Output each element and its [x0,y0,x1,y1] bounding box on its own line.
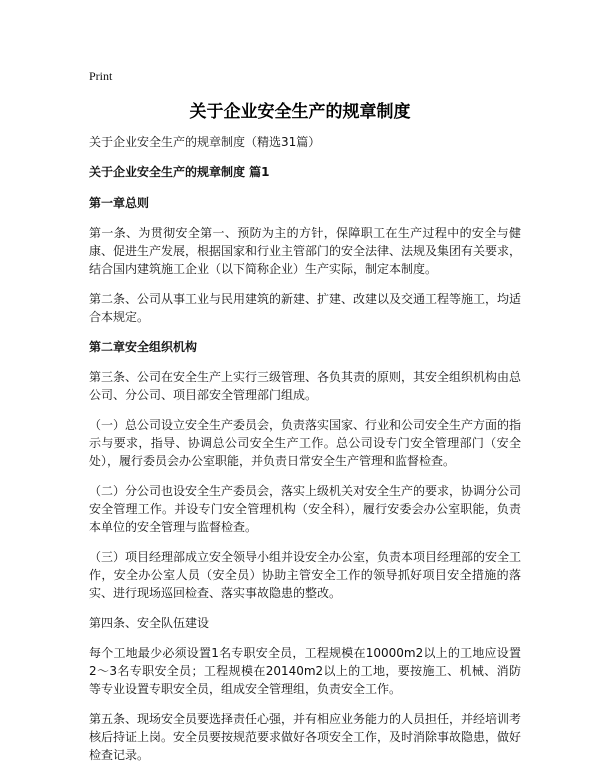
print-link[interactable]: Print [89,69,113,83]
section-heading: 关于企业安全生产的规章制度 篇1 [89,165,270,179]
article-3-item-1: （一）总公司设立安全生产委员会，负责落实国家、行业和公司安全生产方面的指示与要求，指导、协调总公司安全生产工作。总公司设专门安全管理部门（安全处），履行委员会办公室职能，并负责日常安全生产管理和监督检查。 [89,418,522,468]
article-3-item-3: （三）项目经理部成立安全领导小组并设安全办公室，负责本项目经理部的安全工作，安全办公室人员（安全员）协助主管安全工作的领导抓好项目安全措施的落实、进行现场巡回检查、落实事故隐患的整改。 [89,550,522,600]
article-3-item-2: （二）分公司也设安全生产委员会，落实上级机关对安全生产的要求，协调分公司安全管理工作。并设专门安全管理机构（安全科），履行安委会办公室职能，负责本单位的安全管理与监督检查。 [89,484,522,534]
chapter-heading-1: 第一章总则 [89,196,150,210]
document-body [89,133,521,776]
article-4-title: 第四条、安全队伍建设 [89,616,210,630]
article-5: 第五条、现场安全员要选择责任心强，并有相应业务能力的人员担任，并经培训考核后持证上岗。安全员要按规范要求做好各项安全工作，及时消除事故隐患，做好检查记录。 [89,712,522,762]
document-subtitle: 关于企业安全生产的规章制度（精选31篇） [89,135,321,149]
page-title: 关于企业安全生产的规章制度 [189,102,411,122]
chapter-heading-2: 第二章安全组织机构 [89,340,198,354]
article-4-body: 每个工地最少必须设置1名专职安全员，工程规模在10000m2以上的工地应设置2～3名专职安全员；工程规模在20140m2以上的工地，要按施工、机械、消防等专业设置专职安全员，组成安全管理组，负责安全工作。 [89,646,521,696]
article-2: 第二条、公司从事工业与民用建筑的新建、扩建、改建以及交通工程等施工，均适合本规定。 [89,292,522,324]
article-3: 第三条、公司在安全生产上实行三级管理、各负其责的原则，其安全组织机构由总公司、分公司、项目部安全管理部门组成。 [89,370,522,402]
article-1: 第一条、为贯彻安全第一、预防为主的方针，保障职工在生产过程中的安全与健康、促进生产发展，根据国家和行业主管部门的安全法律、法规及集团有关要求，结合国内建筑施工企业（以下简称企业）生产实际，制定本制度。 [89,226,522,276]
